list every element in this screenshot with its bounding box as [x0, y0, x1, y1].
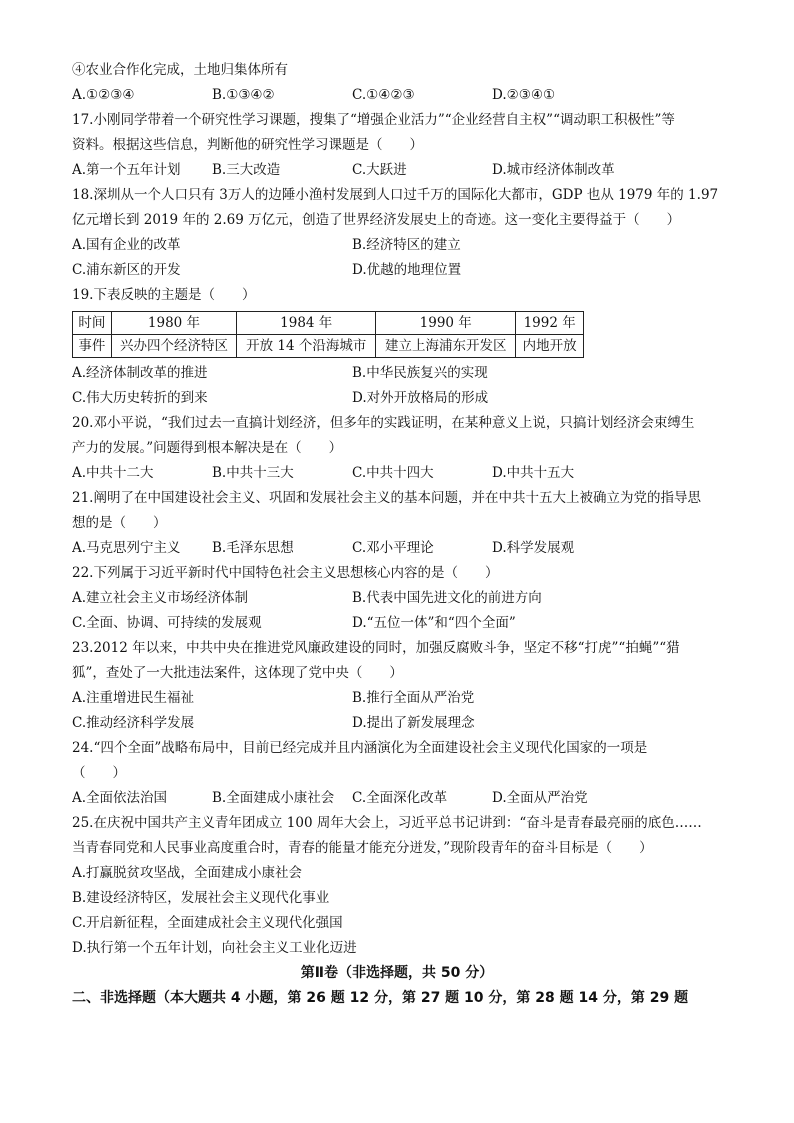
- q25-stem-line2: 当青春同党和人民事业高度重合时，青春的能量才能充分迸发，”现阶段青年的奋斗目标是（ ）: [72, 840, 653, 856]
- q18-stem-line2: 亿元增长到 2019 年的 2.69 万亿元，创造了世界经济发展史上的奇迹。这一变化主要得益于（ ）: [72, 212, 681, 228]
- option-b: B.中华民族复兴的实现: [352, 365, 488, 381]
- option-b: B.全面建成小康社会: [212, 790, 335, 806]
- q22-options-row2: [72, 611, 722, 636]
- q23-stem-line1: 23.2012 年以来，中共中央在推进党风廉政建设的同时，加强反腐败斗争，坚定不移“打虎”“拍蝇”“猎: [72, 640, 680, 656]
- option-a: A.第一个五年计划: [72, 162, 181, 178]
- option-c: C.中共十四大: [352, 465, 434, 481]
- table-cell: 1984 年: [237, 312, 376, 335]
- option-a: A.中共十二大: [72, 465, 154, 481]
- q19-stem: 19.下表反映的主题是（ ）: [72, 287, 256, 303]
- q23-stem-line2: 狐”，查处了一大批违法案件，这体现了党中央（ ）: [72, 665, 403, 681]
- option-b: B.中共十三大: [212, 465, 294, 481]
- table-cell: 时间: [73, 312, 112, 335]
- table-cell: 1990 年: [376, 312, 516, 335]
- option-d: D.科学发展观: [492, 540, 575, 556]
- q22-options-row1: [72, 586, 722, 611]
- section-title: 第Ⅱ卷（非选择题，共 50 分）: [300, 965, 494, 981]
- q19-options-row2: [72, 386, 722, 411]
- option-d: D.“五位一体”和“四个全面”: [352, 615, 516, 631]
- q21-stem-line2: 想的是（ ）: [72, 515, 167, 531]
- option-d: D.提出了新发展理念: [352, 715, 475, 731]
- option-c: C.①④②③: [352, 87, 415, 103]
- q22-stem: 22.下列属于习近平新时代中国特色社会主义思想核心内容的是（ ）: [72, 565, 499, 581]
- option-c: C.邓小平理论: [352, 540, 434, 556]
- q23-options-row2: [72, 711, 722, 736]
- q20-options: [72, 461, 722, 486]
- option-a: A.国有企业的改革: [72, 237, 181, 253]
- option-b: B.三大改造: [212, 162, 281, 178]
- option-b: B.①③④②: [212, 87, 275, 103]
- option-a: A.注重增进民生福祉: [72, 690, 195, 706]
- option-d: D.②③④①: [492, 87, 556, 103]
- q23-options-row1: [72, 686, 722, 711]
- table-cell: 1992 年: [516, 312, 584, 335]
- q16-options: [72, 83, 722, 108]
- q18-stem-line1: 18.深圳从一个人口只有 3万人的边陲小渔村发展到人口过千万的国际化大都市，GDP 也从 1979 年的 1.97: [72, 187, 719, 203]
- option-b: B.经济特区的建立: [352, 237, 461, 253]
- option-c: C.浦东新区的开发: [72, 262, 181, 278]
- table-cell: 兴办四个经济特区: [111, 335, 237, 358]
- option-d: D.城市经济体制改革: [492, 162, 615, 178]
- table-cell: 事件: [73, 335, 112, 358]
- q21-stem-line1: 21.阐明了在中国建设社会主义、巩固和发展社会主义的基本问题，并在中共十五大上被确立为党的指导思: [72, 490, 701, 506]
- table-cell: 开放 14 个沿海城市: [237, 335, 376, 358]
- table-cell: 建立上海浦东开发区: [376, 335, 516, 358]
- option-b: B.代表中国先进文化的前进方向: [352, 590, 542, 606]
- option-c: C.大跃进: [352, 162, 407, 178]
- option-c: C.全面、协调、可持续的发展观: [72, 615, 262, 631]
- q21-options: [72, 536, 722, 561]
- q16-item4: ④农业合作化完成，土地归集体所有: [72, 62, 288, 78]
- q17-stem-line2: 资料。根据这些信息，判断他的研究性学习课题是（ ）: [72, 137, 423, 153]
- option-a: A.建立社会主义市场经济体制: [72, 590, 249, 606]
- q25-stem-line1: 25.在庆祝中国共产主义青年团成立 100 周年大会上，习近平总书记讲到：“奋斗是青春最亮丽的底色……: [72, 815, 702, 831]
- q18-options-row2: [72, 258, 722, 283]
- option-a: A.经济体制改革的推进: [72, 365, 208, 381]
- q18-options-row1: [72, 233, 722, 258]
- option-b: B.建设经济特区，发展社会主义现代化事业: [72, 890, 330, 906]
- option-d: D.对外开放格局的形成: [352, 390, 489, 406]
- option-c: C.开启新征程，全面建成社会主义现代化强国: [72, 915, 343, 931]
- option-d: D.中共十五大: [492, 465, 575, 481]
- option-d: D.优越的地理位置: [352, 262, 462, 278]
- table-header-row: [73, 312, 584, 335]
- option-a: A.马克思列宁主义: [72, 540, 181, 556]
- q20-stem-line2: 产力的发展。”问题得到根本解决是在（ ）: [72, 440, 343, 456]
- q19-table: [72, 311, 584, 358]
- table-cell: 1980 年: [111, 312, 237, 335]
- option-a: A.①②③④: [72, 87, 135, 103]
- q24-options: [72, 786, 722, 811]
- option-d: D.执行第一个五年计划，向社会主义工业化迈进: [72, 940, 357, 956]
- q20-stem-line1: 20.邓小平说，“我们过去一直搞计划经济，但多年的实践证明，在某种意义上说，只搞计划经济会束缚生: [72, 415, 695, 431]
- option-a: A.打赢脱贫攻坚战，全面建成小康社会: [72, 865, 303, 881]
- option-c: C.伟大历史转折的到来: [72, 390, 208, 406]
- q19-options-row1: [72, 361, 722, 386]
- option-d: D.全面从严治党: [492, 790, 588, 806]
- q24-stem-line1: 24.“四个全面”战略布局中，目前已经完成并且内涵演化为全面建设社会主义现代化国家的一项是: [72, 740, 648, 756]
- option-c: C.全面深化改革: [352, 790, 448, 806]
- q17-options: [72, 158, 722, 183]
- option-b: B.推行全面从严治党: [352, 690, 475, 706]
- option-c: C.推动经济科学发展: [72, 715, 195, 731]
- table-cell: 内地开放: [516, 335, 584, 358]
- section-heading: 二、非选择题（本大题共 4 小题，第 26 题 12 分，第 27 题 10 分，第 28 题 14 分，第 29 题: [72, 990, 689, 1006]
- q17-stem-line1: 17.小刚同学带着一个研究性学习课题，搜集了“增强企业活力”“企业经营自主权”“调动职工积极性”等: [72, 112, 675, 128]
- exam-page: [72, 58, 722, 1011]
- q24-stem-line2: （ ）: [72, 765, 126, 781]
- option-a: A.全面依法治国: [72, 790, 168, 806]
- table-row: [73, 335, 584, 358]
- option-b: B.毛泽东思想: [212, 540, 294, 556]
